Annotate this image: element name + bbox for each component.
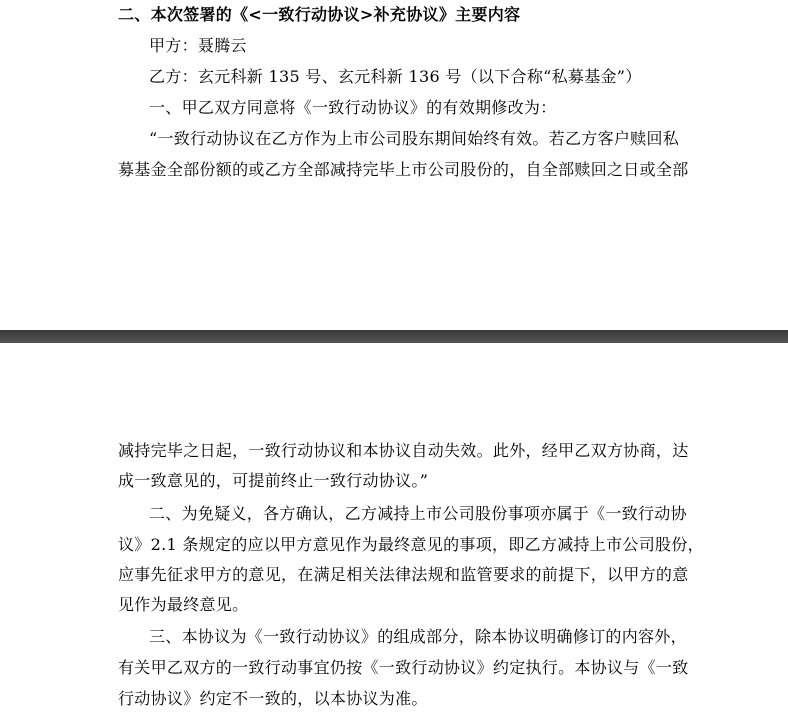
document-page-bottom [0,343,788,718]
clause-1-quote-line: “一致行动协议在乙方作为上市公司股东期间始终有效。若乙方客户赎回私 [149,129,680,148]
document-page-top [0,0,788,330]
page-break-divider [0,330,788,343]
clause-1-quote-line: 募基金全部份额的或乙方全部减持完毕上市公司股份的，自全部赎回之日或全部 [118,160,689,179]
clause-2-line: 见作为最终意见。 [118,595,249,614]
clause-2-line: 应事先征求甲方的意见，在满足相关法律法规和监管要求的前提下，以甲方的意 [118,565,689,584]
clause-1-quote-line: 减持完毕之日起，一致行动协议和本协议自动失效。此外，经甲乙双方协商，达 [118,441,689,460]
clause-3-line: 有关甲乙双方的一致行动事宜仍按《一致行动协议》约定执行。本协议与《一致 [118,658,689,677]
party-a-line: 甲方：聂腾云 [149,36,247,55]
section-heading: 二、本次签署的《<一致行动协议>补充协议》主要内容 [118,5,521,24]
clause-2-line: 议》2.1 条规定的应以甲方意见作为最终意见的事项，即乙方减持上市公司股份， [118,535,704,554]
clause-3-line: 行动协议》约定不一致的，以本协议为准。 [118,689,428,708]
clause-1-quote-line: 成一致意见的，可提前终止一致行动协议。” [118,471,429,490]
clause-2-line: 二、为免疑义，各方确认，乙方减持上市公司股份事项亦属于《一致行动协 [149,504,687,523]
clause-1-intro: 一、甲乙双方同意将《一致行动协议》的有效期修改为： [149,98,557,117]
party-b-line: 乙方：玄元科新 135 号、玄元科新 136 号（以下合称“私募基金”） [149,67,642,86]
clause-3-line: 三、本协议为《一致行动协议》的组成部分，除本协议明确修订的内容外， [149,627,687,646]
